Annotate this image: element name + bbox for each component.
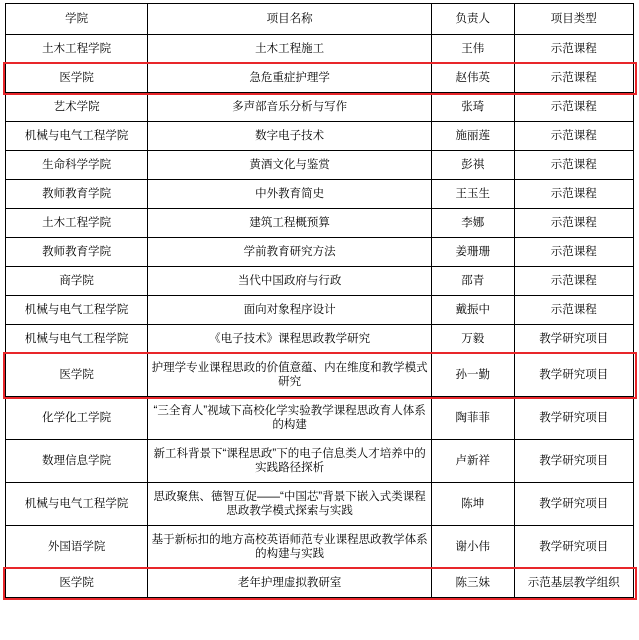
table-row [6,238,634,267]
cell-type: 教学研究项目 [514,325,633,354]
table-row [6,569,634,598]
cell-project-name: 土木工程施工 [148,35,432,64]
table-row [6,397,634,440]
cell-type: 示范课程 [514,122,633,151]
cell-person: 陈三妹 [431,569,514,598]
table-header [6,4,634,35]
cell-person: 赵伟英 [431,64,514,93]
cell-type: 示范基层教学组织 [514,569,633,598]
document-page [0,3,639,640]
cell-unit: 土木工程学院 [6,209,148,238]
cell-project-name: 急危重症护理学 [148,64,432,93]
cell-project-name: 基于新标扣的地方高校英语师范专业课程思政教学体系的构建与实践 [148,526,432,569]
cell-person: 戴振中 [431,296,514,325]
cell-type: 示范课程 [514,64,633,93]
cell-person: 卢新祥 [431,440,514,483]
table-row [6,296,634,325]
cell-unit: 医学院 [6,569,148,598]
table-row [6,483,634,526]
cell-project-name: 数字电子技术 [148,122,432,151]
cell-project-name: “三全育人”视域下高校化学实验教学课程思政育人体系的构建 [148,397,432,440]
table-row [6,122,634,151]
cell-unit: 机械与电气工程学院 [6,483,148,526]
cell-unit: 机械与电气工程学院 [6,122,148,151]
table-row [6,64,634,93]
cell-unit: 生命科学学院 [6,151,148,180]
cell-person: 李娜 [431,209,514,238]
cell-unit: 教师教育学院 [6,180,148,209]
column-header-name: 项目名称 [148,4,432,35]
cell-person: 施丽莲 [431,122,514,151]
cell-person: 张琦 [431,93,514,122]
table-row [6,440,634,483]
cell-unit: 医学院 [6,64,148,93]
cell-person: 邵青 [431,267,514,296]
cell-person: 陈坤 [431,483,514,526]
cell-project-name: 新工科背景下“课程思政”下的电子信息类人才培养中的实践路径探析 [148,440,432,483]
cell-type: 示范课程 [514,296,633,325]
cell-project-name: 思政聚焦、德智互促——“中国芯”背景下嵌入式类课程思政教学模式探索与实践 [148,483,432,526]
cell-type: 教学研究项目 [514,354,633,397]
cell-type: 示范课程 [514,93,633,122]
table-row [6,209,634,238]
cell-project-name: 《电子技术》课程思政教学研究 [148,325,432,354]
cell-unit: 医学院 [6,354,148,397]
column-header-person: 负责人 [431,4,514,35]
table-row [6,267,634,296]
cell-type: 示范课程 [514,151,633,180]
table-body [6,35,634,598]
cell-type: 教学研究项目 [514,526,633,569]
table-header-row [6,4,634,35]
table-row [6,354,634,397]
cell-project-name: 学前教育研究方法 [148,238,432,267]
cell-type: 示范课程 [514,209,633,238]
column-header-type: 项目类型 [514,4,633,35]
cell-project-name: 多声部音乐分析与写作 [148,93,432,122]
cell-project-name: 当代中国政府与行政 [148,267,432,296]
cell-person: 万毅 [431,325,514,354]
cell-project-name: 老年护理虚拟教研室 [148,569,432,598]
project-table [5,3,634,598]
cell-type: 教学研究项目 [514,440,633,483]
cell-project-name: 建筑工程概预算 [148,209,432,238]
cell-project-name: 护理学专业课程思政的价值意蕴、内在维度和教学模式研究 [148,354,432,397]
table-row [6,180,634,209]
cell-unit: 商学院 [6,267,148,296]
table-row [6,151,634,180]
table-row [6,93,634,122]
cell-project-name: 中外教育简史 [148,180,432,209]
column-header-unit: 学院 [6,4,148,35]
cell-unit: 艺术学院 [6,93,148,122]
cell-unit: 土木工程学院 [6,35,148,64]
cell-unit: 外国语学院 [6,526,148,569]
cell-type: 教学研究项目 [514,483,633,526]
cell-unit: 数理信息学院 [6,440,148,483]
table-row [6,325,634,354]
cell-person: 陶菲菲 [431,397,514,440]
cell-person: 姜珊珊 [431,238,514,267]
table-row [6,526,634,569]
cell-person: 彭祺 [431,151,514,180]
cell-project-name: 黄酒文化与鉴赏 [148,151,432,180]
cell-unit: 机械与电气工程学院 [6,296,148,325]
cell-person: 王玉生 [431,180,514,209]
cell-person: 王伟 [431,35,514,64]
cell-type: 教学研究项目 [514,397,633,440]
cell-person: 谢小伟 [431,526,514,569]
cell-type: 示范课程 [514,267,633,296]
cell-project-name: 面向对象程序设计 [148,296,432,325]
table-row [6,35,634,64]
cell-unit: 化学化工学院 [6,397,148,440]
cell-type: 示范课程 [514,35,633,64]
cell-type: 示范课程 [514,180,633,209]
cell-person: 孙一勤 [431,354,514,397]
cell-unit: 教师教育学院 [6,238,148,267]
cell-unit: 机械与电气工程学院 [6,325,148,354]
cell-type: 示范课程 [514,238,633,267]
